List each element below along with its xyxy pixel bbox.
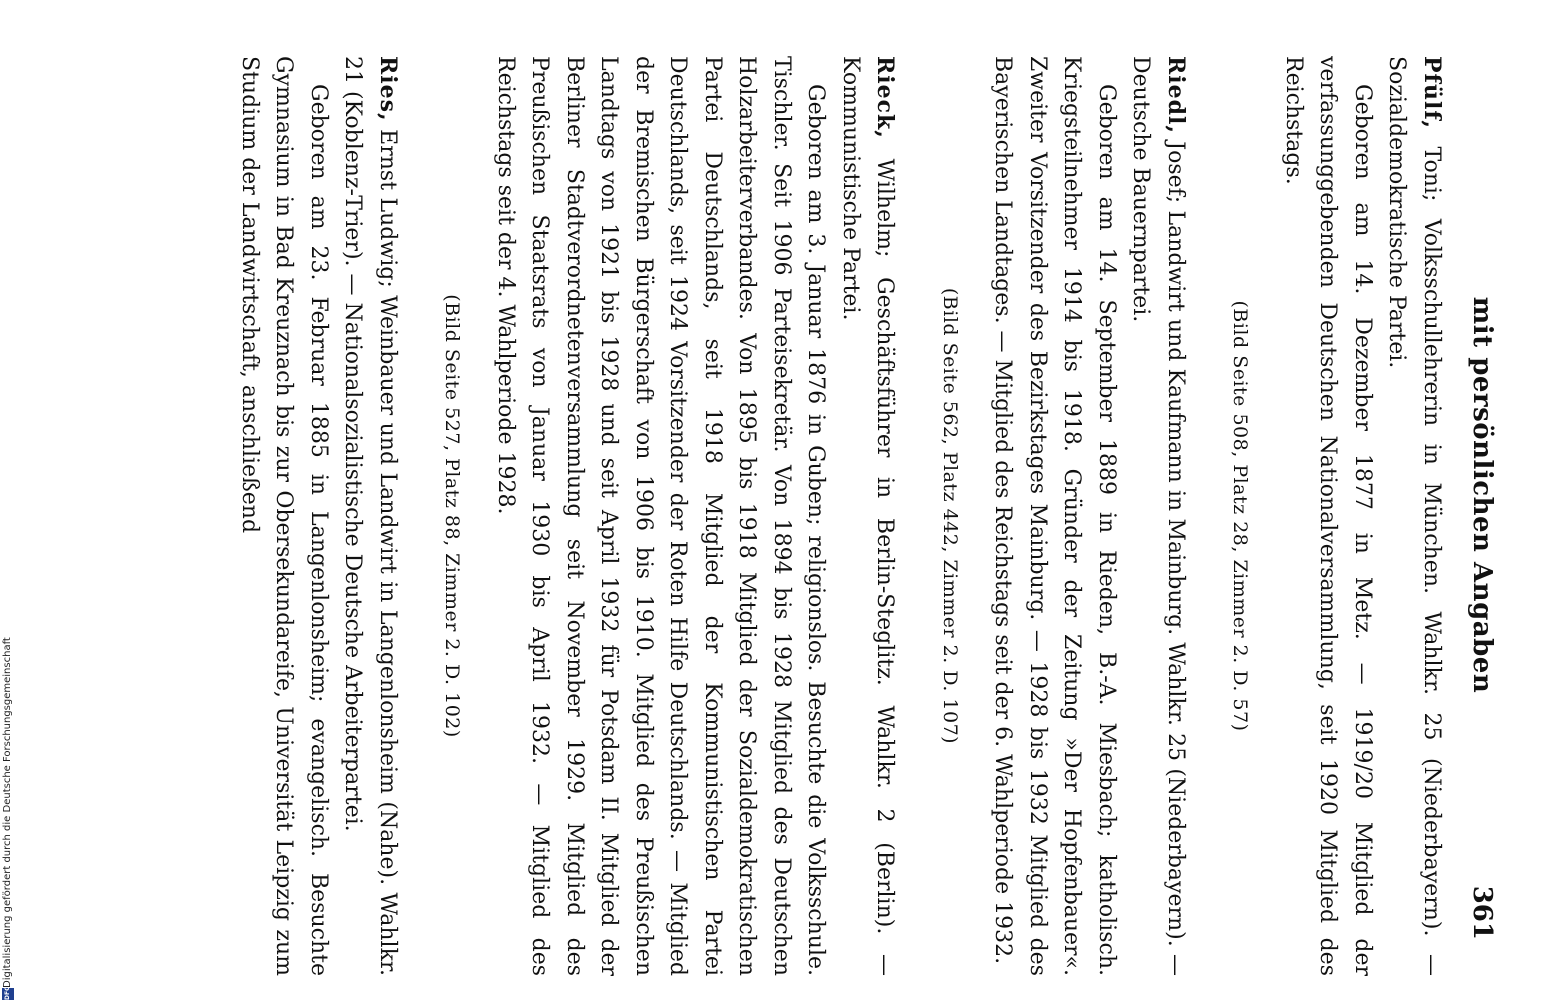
digitization-credit <box>0 0 18 1000</box>
dfg-logo-icon: DFG <box>2 988 14 1000</box>
entry-picture-reference: (Bild Seite 508, Platz 28, Zimmer 2. D. 57) <box>1229 300 1252 732</box>
entry-summary: Toni; Volksschullehrerin in München. Wahlkr. 25 (Niederbayern). — Sozialdemokratische Partei. <box>1384 56 1444 976</box>
entry-summary: Josef; Landwirt und Kaufmann in Mainburg. Wahlkr. 25 (Niederbayern). — Deutsche Bauernpartei. <box>1128 56 1188 976</box>
page-number: 361 <box>1467 885 1497 940</box>
entry-picture-reference: (Bild Seite 562, Platz 442, Zimmer 2. D. 107) <box>939 287 961 745</box>
entry-paragraph: Geboren am 14. September 1889 in Rieden, B.-A. Miesbach; katholisch. Kriegsteilnehmer 1914 bis 1918. Gründer der Zeitung »Der Hopfenbauer«. Zweiter Vorsitzender des Bezirkstages Mainburg. — 1928 bis 1932 Mitglied des Bayerischen Landtages. — Mitglied des Reichstags seit der 6. Wahlperiode 1932. <box>990 56 1119 976</box>
entry-paragraph: Geboren am 3. Januar 1876 in Guben; religionslos. Besuchte die Volksschule. Tischler. Seit 1906 Parteisekretär. Von 1894 bis 1928 Mitglied des Deutschen Holzarbeiterverbandes. Von 1895 bis 1918 Mitglied der Sozialdemokratischen Partei Deutschlands, seit 1918 Mitglied der Kommunistischen Partei Deutschlands, seit 1924 Vorsitzender der Roten Hilfe Deutschlands. — Mitglied der Bremischen Bürgerschaft von 1906 bis 1910. Mitglied des Preußischen Landtags von 1921 bis 1928 und seit April 1932 für Potsdam II. Mitglied der Berliner Stadtverordnetenversammlung seit November 1929. Mitglied des Preußischen Staatsrats von Januar 1930 bis April 1932. — Mitglied des Reichstags seit der 4. Wahlperiode 1928. <box>493 56 829 976</box>
biography-entry-ries <box>232 56 406 976</box>
entry-name: Ries, <box>375 56 401 122</box>
entry-picture-reference: (Bild Seite 527, Platz 88, Zimmer 2. D. 102) <box>441 294 464 738</box>
biography-entry-riedl <box>933 56 1194 976</box>
biography-entry-rieck <box>435 56 903 976</box>
header-title: mit persönlichen Angaben <box>1467 296 1497 694</box>
entry-paragraph: Geboren am 14. Dezember 1877 in Metz. — 1919/20 Mitglied der verfassunggebenden Deutschen Nationalversammlung, seit 1920 Mitglied des Reichstags. <box>1281 56 1375 976</box>
entry-paragraph: Geboren am 23. Februar 1885 in Langenlonsheim; evangelisch. Besuchte Gymnasium in Bad Kreuznach bis zur Obersekundareife, Universität Leipzig zum Studium der Landwirtschaft, anschließend <box>237 56 331 976</box>
entry-name: Riedl, <box>1163 56 1189 135</box>
entry-name: Pfülf, <box>1419 56 1445 129</box>
page-header <box>1457 20 1497 970</box>
entries-column <box>232 56 1450 976</box>
digitization-credit-text: Digitalisierung gefördert durch die Deutsche Forschungsgemeinschaft <box>2 637 13 988</box>
entry-summary: Wilhelm; Geschäftsführer in Berlin-Steglitz. Wahlkr. 2 (Berlin). — Kommunistische Partei. <box>838 56 898 976</box>
entry-summary: Ernst Ludwig; Weinbauer und Landwirt in Langenlonsheim (Nahe). Wahlkr. 21 (Koblenz-Trier). — Nationalsozialistische Deutsche Arbeiterpartei. <box>340 56 400 976</box>
entry-name: Rieck, <box>872 56 899 139</box>
biography-entry-pfuelf <box>1223 56 1449 976</box>
